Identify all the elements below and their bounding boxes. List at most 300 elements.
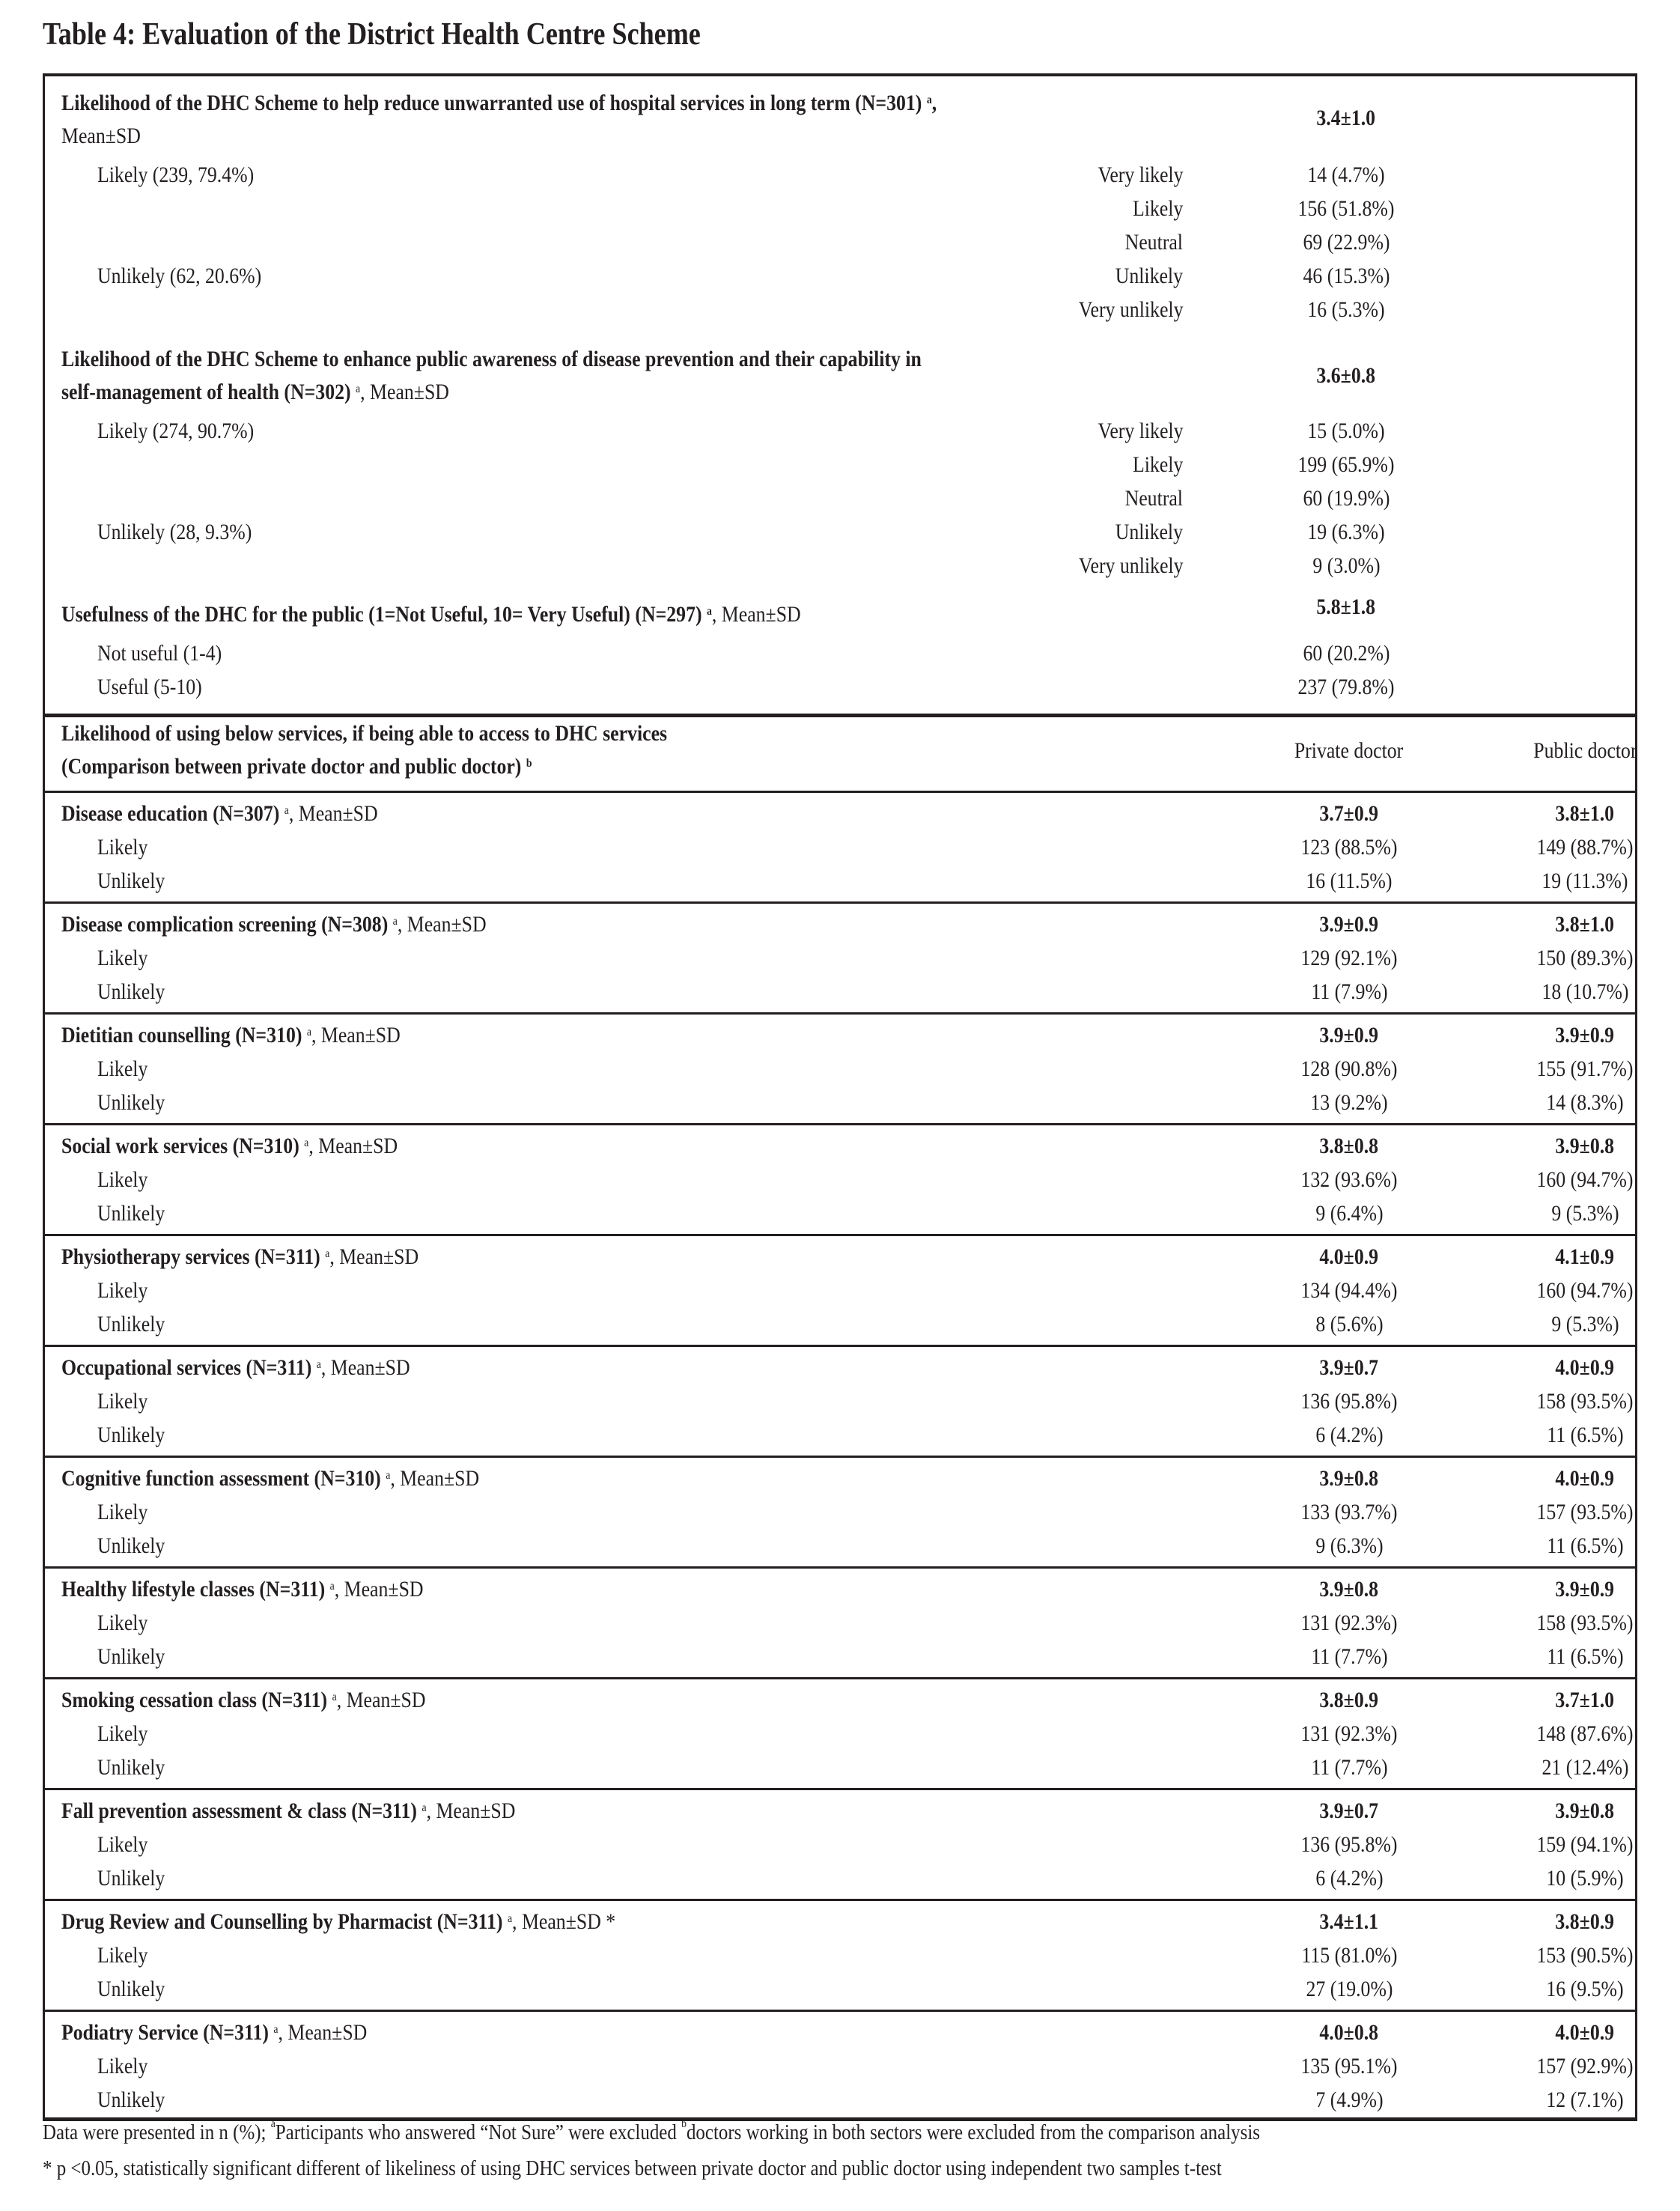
likely-label — [97, 1497, 156, 1527]
private-likely-text: 131 (92.3%) — [1300, 1611, 1398, 1635]
section1-group-unlikely — [97, 261, 288, 291]
footnote-a-marker: a — [329, 1580, 335, 1593]
service-suffix: , Mean±SD — [288, 801, 378, 826]
public-likely — [1488, 1165, 1680, 1195]
section2-row-label — [1084, 416, 1183, 446]
public-likely-text: 160 (94.7%) — [1536, 1167, 1634, 1192]
section1-line2-text: Mean±SD — [61, 124, 141, 148]
row-label: Neutral — [1124, 230, 1183, 255]
evaluation-table — [43, 73, 1637, 2121]
public-unlikely — [1488, 1310, 1680, 1339]
service-suffix: , Mean±SD — [308, 1134, 398, 1158]
unlikely-label — [97, 1753, 176, 1783]
private-unlikely — [1252, 1974, 1446, 2004]
public-unlikely — [1488, 1088, 1680, 1118]
private-mean — [1252, 2018, 1446, 2048]
likely-label — [97, 833, 156, 863]
section2-row-value — [1249, 517, 1443, 547]
service-name — [61, 1242, 477, 1272]
public-unlikely-text: 9 (5.3%) — [1550, 1312, 1619, 1336]
private-likely-text: 136 (95.8%) — [1300, 1389, 1398, 1414]
group-label: Unlikely (28, 9.3%) — [97, 520, 252, 544]
private-unlikely-text: 9 (6.4%) — [1315, 1201, 1384, 1226]
public-likely — [1488, 1054, 1680, 1084]
row-label: Very unlikely — [1078, 297, 1183, 322]
section1-mean — [1249, 103, 1443, 133]
service-name — [61, 799, 429, 829]
private-mean — [1252, 1131, 1446, 1161]
section3-row-value — [1249, 672, 1443, 702]
public-unlikely-text: 11 (6.5%) — [1546, 1423, 1624, 1447]
service-suffix: , Mean±SD — [336, 1688, 426, 1712]
unlikely-label-text: Unlikely — [97, 1644, 165, 1669]
row-value: 199 (65.9%) — [1297, 452, 1395, 477]
service-section — [45, 1788, 1635, 1899]
public-unlikely — [1488, 1753, 1680, 1783]
unlikely-label-text: Unlikely — [97, 1423, 165, 1447]
private-mean-text: 3.9±0.8 — [1319, 1577, 1379, 1602]
likely-label — [97, 2052, 156, 2081]
public-mean-text: 4.0±0.9 — [1555, 1355, 1615, 1380]
private-likely-text: 131 (92.3%) — [1300, 1721, 1398, 1746]
footnote-a-marker: a — [304, 1137, 309, 1149]
public-unlikely-text: 19 (11.3%) — [1541, 869, 1628, 893]
footnote-a-marker: a — [316, 1358, 321, 1371]
section3-row-value — [1249, 639, 1443, 669]
service-section — [45, 1123, 1635, 1234]
section1-row-value — [1249, 261, 1443, 291]
footnote-a-marker: a — [270, 2117, 276, 2130]
private-likely — [1252, 943, 1446, 973]
section2-question-text: Likelihood of the DHC Scheme to enhance public awareness of disease prevention and their capability in — [61, 347, 922, 371]
public-unlikely — [1488, 1864, 1680, 1894]
likely-label — [97, 1941, 156, 1971]
likely-label-text: Likely — [97, 1278, 148, 1303]
public-mean — [1488, 1242, 1680, 1272]
section1-row-label — [1084, 160, 1183, 190]
public-unlikely-text: 21 (12.4%) — [1541, 1755, 1629, 1780]
section1-question — [61, 88, 1079, 118]
row-value: 19 (6.3%) — [1307, 520, 1385, 544]
private-likely-text: 123 (88.5%) — [1300, 835, 1398, 860]
public-mean — [1488, 799, 1680, 829]
row-label: Unlikely — [1115, 520, 1183, 544]
section2-question — [61, 344, 1062, 374]
group-label: Likely (239, 79.4%) — [97, 162, 255, 187]
section2-mean-text: 3.6±0.8 — [1316, 363, 1376, 388]
section2-row-value — [1249, 484, 1443, 514]
section3-question-text: Usefulness of the DHC for the public (1=Not Useful, 10= Very Useful) (N=297) — [61, 602, 702, 627]
public-likely-text: 148 (87.6%) — [1536, 1721, 1634, 1746]
public-mean — [1488, 1575, 1680, 1605]
footnote-a-marker: a — [707, 605, 712, 618]
private-unlikely — [1252, 1642, 1446, 1672]
section-public-awareness — [45, 332, 1635, 591]
footnote-a-marker: a — [507, 1912, 513, 1925]
likely-label-text: Likely — [97, 1611, 148, 1635]
public-unlikely — [1488, 977, 1680, 1007]
likely-label — [97, 1276, 156, 1306]
section3-row-label — [97, 639, 242, 669]
public-unlikely — [1488, 1199, 1680, 1229]
private-unlikely — [1252, 866, 1446, 896]
likely-label-text: Likely — [97, 1500, 148, 1524]
table-title — [43, 16, 808, 52]
footnote-a-marker: a — [284, 804, 289, 817]
public-mean-text: 3.9±0.8 — [1555, 1798, 1615, 1823]
row-label: Very likely — [1098, 162, 1183, 187]
service-name — [61, 1131, 452, 1161]
public-mean — [1488, 1685, 1680, 1715]
service-suffix: , Mean±SD — [426, 1798, 516, 1823]
private-likely — [1252, 1054, 1446, 1084]
row-value: 15 (5.0%) — [1307, 419, 1385, 443]
service-suffix: , Mean±SD — [390, 1466, 480, 1491]
section2-line2-text: self-management of health (N=302) — [61, 380, 351, 404]
unlikely-label — [97, 866, 176, 896]
public-mean — [1488, 2018, 1680, 2048]
row-value: 46 (15.3%) — [1302, 264, 1390, 288]
service-name-text: Smoking cessation class (N=311) — [61, 1688, 332, 1712]
public-unlikely — [1488, 866, 1680, 896]
unlikely-label-text: Unlikely — [97, 2087, 165, 2112]
section1-row-label — [1124, 194, 1183, 224]
public-likely — [1488, 1941, 1680, 1971]
comparison-header — [45, 714, 1635, 791]
private-mean-text: 3.9±0.9 — [1319, 912, 1379, 937]
private-likely-text: 133 (93.7%) — [1300, 1500, 1398, 1524]
footnote-a-marker: a — [356, 383, 361, 395]
public-mean — [1488, 1131, 1680, 1161]
section2-mean — [1249, 361, 1443, 391]
service-section — [45, 1456, 1635, 1566]
public-likely-text: 159 (94.1%) — [1536, 1832, 1634, 1857]
private-likely — [1252, 1497, 1446, 1527]
row-value: 9 (3.0%) — [1312, 553, 1381, 578]
unlikely-label — [97, 1974, 176, 2004]
section1-row-label — [1116, 228, 1183, 258]
section1-row-label — [1104, 261, 1183, 291]
private-mean-text: 3.9±0.9 — [1319, 1023, 1379, 1047]
public-likely — [1488, 2052, 1680, 2081]
service-name-text: Healthy lifestyle classes (N=311) — [61, 1577, 330, 1602]
private-mean — [1252, 1464, 1446, 1494]
row-label: Unlikely — [1115, 264, 1183, 288]
service-name — [61, 1685, 485, 1715]
service-name — [61, 1464, 547, 1494]
column-header-text: Public doctor — [1533, 738, 1637, 763]
public-likely-text: 153 (90.5%) — [1536, 1943, 1634, 1968]
private-unlikely-text: 7 (4.9%) — [1315, 2087, 1384, 2112]
public-likely-text: 155 (91.7%) — [1536, 1056, 1634, 1081]
public-unlikely-text: 12 (7.1%) — [1546, 2087, 1624, 2112]
service-name-text: Fall prevention assessment & class (N=311) — [61, 1798, 422, 1823]
service-name-text: Podiatry Service (N=311) — [61, 2020, 274, 2045]
public-unlikely — [1488, 1420, 1680, 1450]
service-section — [45, 1345, 1635, 1456]
public-mean — [1488, 1464, 1680, 1494]
section1-row-value — [1249, 194, 1443, 224]
public-unlikely — [1488, 2085, 1680, 2115]
section1-row-value — [1249, 228, 1443, 258]
private-likely — [1252, 1608, 1446, 1638]
footnote-a-marker: a — [325, 1247, 330, 1260]
row-label: Likely — [1132, 452, 1183, 477]
private-unlikely — [1252, 1420, 1446, 1450]
section-usefulness — [45, 591, 1635, 714]
public-likely — [1488, 1830, 1680, 1860]
section1-line2 — [61, 121, 153, 151]
private-mean-text: 3.8±0.9 — [1319, 1688, 1379, 1712]
column-header-private-doctor — [1252, 736, 1446, 766]
footnote-b-text: doctors working in both sectors were excluded from the comparison analysis — [686, 2120, 1260, 2144]
public-mean-text: 3.9±0.9 — [1555, 1577, 1615, 1602]
private-likely — [1252, 1276, 1446, 1306]
service-name — [61, 910, 556, 940]
section-reduce-hospital-use — [45, 76, 1635, 332]
likely-label-text: Likely — [97, 1943, 148, 1968]
private-unlikely-text: 13 (9.2%) — [1310, 1090, 1388, 1115]
private-unlikely — [1252, 1199, 1446, 1229]
private-unlikely-text: 11 (7.9%) — [1310, 979, 1388, 1004]
section2-row-label — [1116, 484, 1183, 514]
private-unlikely-text: 6 (4.2%) — [1315, 1423, 1384, 1447]
private-unlikely — [1252, 1864, 1446, 1894]
row-label: Very likely — [1098, 419, 1183, 443]
private-likely — [1252, 1941, 1446, 1971]
private-mean-text: 3.7±0.9 — [1319, 801, 1379, 826]
public-mean-text: 3.8±0.9 — [1555, 1909, 1615, 1934]
public-unlikely — [1488, 1642, 1680, 1672]
footnote-a-marker: a — [421, 1801, 427, 1814]
public-mean-text: 3.9±0.8 — [1555, 1134, 1615, 1158]
service-suffix: , Mean±SD — [329, 1244, 419, 1269]
private-likely — [1252, 2052, 1446, 2081]
private-mean-text: 3.9±0.7 — [1319, 1355, 1379, 1380]
unlikely-label-text: Unlikely — [97, 1755, 165, 1780]
private-mean-text: 4.0±0.8 — [1319, 2020, 1379, 2045]
likely-label-text: Likely — [97, 835, 148, 860]
likely-label — [97, 1719, 156, 1749]
row-value: 60 (20.2%) — [1302, 641, 1390, 666]
public-mean — [1488, 910, 1680, 940]
service-name — [61, 1907, 706, 1937]
unlikely-label-text: Unlikely — [97, 1090, 165, 1115]
public-unlikely-text: 14 (8.3%) — [1546, 1090, 1624, 1115]
private-unlikely-text: 6 (4.2%) — [1315, 1866, 1384, 1891]
private-unlikely — [1252, 1531, 1446, 1561]
footnote-a-marker: a — [306, 1026, 312, 1038]
services-list — [45, 791, 1635, 2117]
private-unlikely — [1252, 1310, 1446, 1339]
footnote-a-marker: a — [273, 2023, 279, 2036]
row-label: Not useful (1-4) — [97, 641, 222, 666]
section3-mean — [1249, 592, 1443, 622]
group-label: Likely (274, 90.7%) — [97, 419, 255, 443]
section2-group-unlikely — [97, 517, 277, 547]
public-mean-text: 3.8±1.0 — [1555, 912, 1615, 937]
row-value: 237 (79.8%) — [1297, 675, 1395, 699]
public-unlikely-text: 11 (6.5%) — [1546, 1644, 1624, 1669]
service-name-text: Dietitian counselling (N=310) — [61, 1023, 307, 1047]
service-suffix: , Mean±SD — [397, 912, 487, 937]
footnote-b-marker: b — [681, 2117, 687, 2130]
section1-row-value — [1249, 160, 1443, 190]
private-unlikely — [1252, 977, 1446, 1007]
footnote-prefix: Data were presented in n (%); — [43, 2120, 271, 2144]
unlikely-label — [97, 1088, 176, 1118]
private-unlikely-text: 11 (7.7%) — [1310, 1755, 1388, 1780]
public-likely — [1488, 1719, 1680, 1749]
public-unlikely — [1488, 1974, 1680, 2004]
footnote-a-marker: a — [386, 1469, 391, 1482]
service-suffix: , Mean±SD * — [512, 1909, 616, 1934]
public-likely-text: 150 (89.3%) — [1536, 946, 1634, 970]
unlikely-label — [97, 2085, 176, 2115]
private-mean — [1252, 799, 1446, 829]
service-name-text: Occupational services (N=311) — [61, 1355, 317, 1380]
service-section — [45, 1234, 1635, 1345]
unlikely-label — [97, 1310, 176, 1339]
section2-row-label — [1124, 450, 1183, 480]
likely-label — [97, 1387, 156, 1417]
private-mean-text: 3.9±0.7 — [1319, 1798, 1379, 1823]
likely-label-text: Likely — [97, 1389, 148, 1414]
public-likely-text: 149 (88.7%) — [1536, 835, 1634, 860]
section2-line2 — [61, 377, 512, 407]
section2-row-label — [1062, 551, 1183, 581]
public-likely-text: 158 (93.5%) — [1536, 1611, 1634, 1635]
footnote-line-1 — [43, 2117, 1458, 2145]
service-section — [45, 1012, 1635, 1123]
column-header-text: Private doctor — [1294, 738, 1404, 763]
public-mean — [1488, 1353, 1680, 1383]
public-unlikely-text: 10 (5.9%) — [1546, 1866, 1624, 1891]
footnote-significance-text: * p <0.05, statistically significant different of likeliness of using DHC services between private doctor and public doctor using independent two samples t-test — [43, 2156, 1222, 2180]
private-unlikely — [1252, 1753, 1446, 1783]
unlikely-label — [97, 1531, 176, 1561]
section1-row-value — [1249, 295, 1443, 325]
likely-label — [97, 1054, 156, 1084]
unlikely-label — [97, 977, 176, 1007]
row-label: Neutral — [1124, 486, 1183, 511]
footnote-a-marker: a — [926, 94, 932, 106]
service-suffix: , Mean±SD — [311, 1023, 401, 1047]
likely-label — [97, 1165, 156, 1195]
likely-label — [97, 1830, 156, 1860]
public-mean — [1488, 1021, 1680, 1050]
public-likely-text: 160 (94.7%) — [1536, 1278, 1634, 1303]
public-unlikely-text: 16 (9.5%) — [1546, 1977, 1624, 2001]
service-suffix: , Mean±SD — [334, 1577, 424, 1602]
row-value: 14 (4.7%) — [1307, 162, 1385, 187]
service-name-text: Disease complication screening (N=308) — [61, 912, 393, 937]
service-section — [45, 1899, 1635, 2010]
service-section — [45, 901, 1635, 1012]
section3-question — [61, 600, 921, 630]
public-likely — [1488, 1497, 1680, 1527]
service-section — [45, 1677, 1635, 1788]
row-value: 156 (51.8%) — [1297, 196, 1395, 221]
section2-group-likely — [97, 416, 279, 446]
public-mean — [1488, 1796, 1680, 1826]
public-unlikely-text: 18 (10.7%) — [1541, 979, 1629, 1004]
row-value: 60 (19.9%) — [1302, 486, 1390, 511]
private-likely-text: 135 (95.1%) — [1300, 2054, 1398, 2078]
private-mean — [1252, 1353, 1446, 1383]
public-mean — [1488, 1907, 1680, 1937]
private-mean — [1252, 1796, 1446, 1826]
section3-row-label — [97, 672, 219, 702]
row-label: Likely — [1132, 196, 1183, 221]
private-mean — [1252, 1021, 1446, 1050]
likely-label-text: Likely — [97, 946, 148, 970]
unlikely-label-text: Unlikely — [97, 1201, 165, 1226]
private-likely-text: 115 (81.0%) — [1300, 1943, 1398, 1968]
service-suffix: , Mean±SD — [320, 1355, 410, 1380]
private-unlikely-text: 16 (11.5%) — [1306, 869, 1393, 893]
section3-mean-text: 5.8±1.8 — [1316, 594, 1376, 619]
private-unlikely-text: 27 (19.0%) — [1305, 1977, 1393, 2001]
column-header-public-doctor — [1488, 736, 1680, 766]
private-mean-text: 4.0±0.9 — [1319, 1244, 1379, 1269]
private-likely-text: 136 (95.8%) — [1300, 1832, 1398, 1857]
private-mean-text: 3.4±1.1 — [1319, 1909, 1379, 1934]
public-likely-text: 157 (92.9%) — [1536, 2054, 1634, 2078]
private-mean — [1252, 1575, 1446, 1605]
public-unlikely — [1488, 1531, 1680, 1561]
section2-row-value — [1249, 551, 1443, 581]
row-value: 16 (5.3%) — [1307, 297, 1385, 322]
private-unlikely-text: 9 (6.3%) — [1315, 1533, 1384, 1558]
private-mean — [1252, 1242, 1446, 1272]
private-mean-text: 3.9±0.8 — [1319, 1466, 1379, 1491]
public-mean-text: 3.7±1.0 — [1555, 1688, 1615, 1712]
public-likely-text: 157 (93.5%) — [1536, 1500, 1634, 1524]
section1-question-text: Likelihood of the DHC Scheme to help reduce unwarranted use of hospital services in long term (N=301) — [61, 91, 922, 115]
public-unlikely-text: 9 (5.3%) — [1550, 1201, 1619, 1226]
private-likely — [1252, 1719, 1446, 1749]
unlikely-label-text: Unlikely — [97, 979, 165, 1004]
private-likely-text: 128 (90.8%) — [1300, 1056, 1398, 1081]
service-name — [61, 1796, 589, 1826]
likely-label-text: Likely — [97, 2054, 148, 2078]
table-title-text: Table 4: Evaluation of the District Health Centre Scheme — [43, 17, 701, 52]
unlikely-label-text: Unlikely — [97, 1533, 165, 1558]
likely-label-text: Likely — [97, 1056, 148, 1081]
section3-suffix: , Mean±SD — [711, 602, 801, 627]
footnote-b-marker: b — [526, 757, 532, 770]
service-section — [45, 791, 1635, 901]
section2-suffix: , Mean±SD — [360, 380, 449, 404]
section1-row-label — [1062, 295, 1183, 325]
service-name-text: Social work services (N=310) — [61, 1134, 305, 1158]
comparison-header-line1 — [61, 719, 766, 749]
private-likely-text: 129 (92.1%) — [1300, 946, 1398, 970]
section2-row-value — [1249, 416, 1443, 446]
likely-label-text: Likely — [97, 1167, 148, 1192]
service-name — [61, 1021, 456, 1050]
public-likely-text: 158 (93.5%) — [1536, 1389, 1634, 1414]
row-label: Useful (5-10) — [97, 675, 202, 699]
private-likely-text: 134 (94.4%) — [1300, 1278, 1398, 1303]
section1-suffix: , — [931, 91, 937, 115]
public-likely — [1488, 833, 1680, 863]
service-name-text: Physiotherapy services (N=311) — [61, 1244, 326, 1269]
private-likely — [1252, 1830, 1446, 1860]
likely-label-text: Likely — [97, 1832, 148, 1857]
footnote-a-text: Participants who answered “Not Sure” were excluded — [275, 2120, 682, 2144]
